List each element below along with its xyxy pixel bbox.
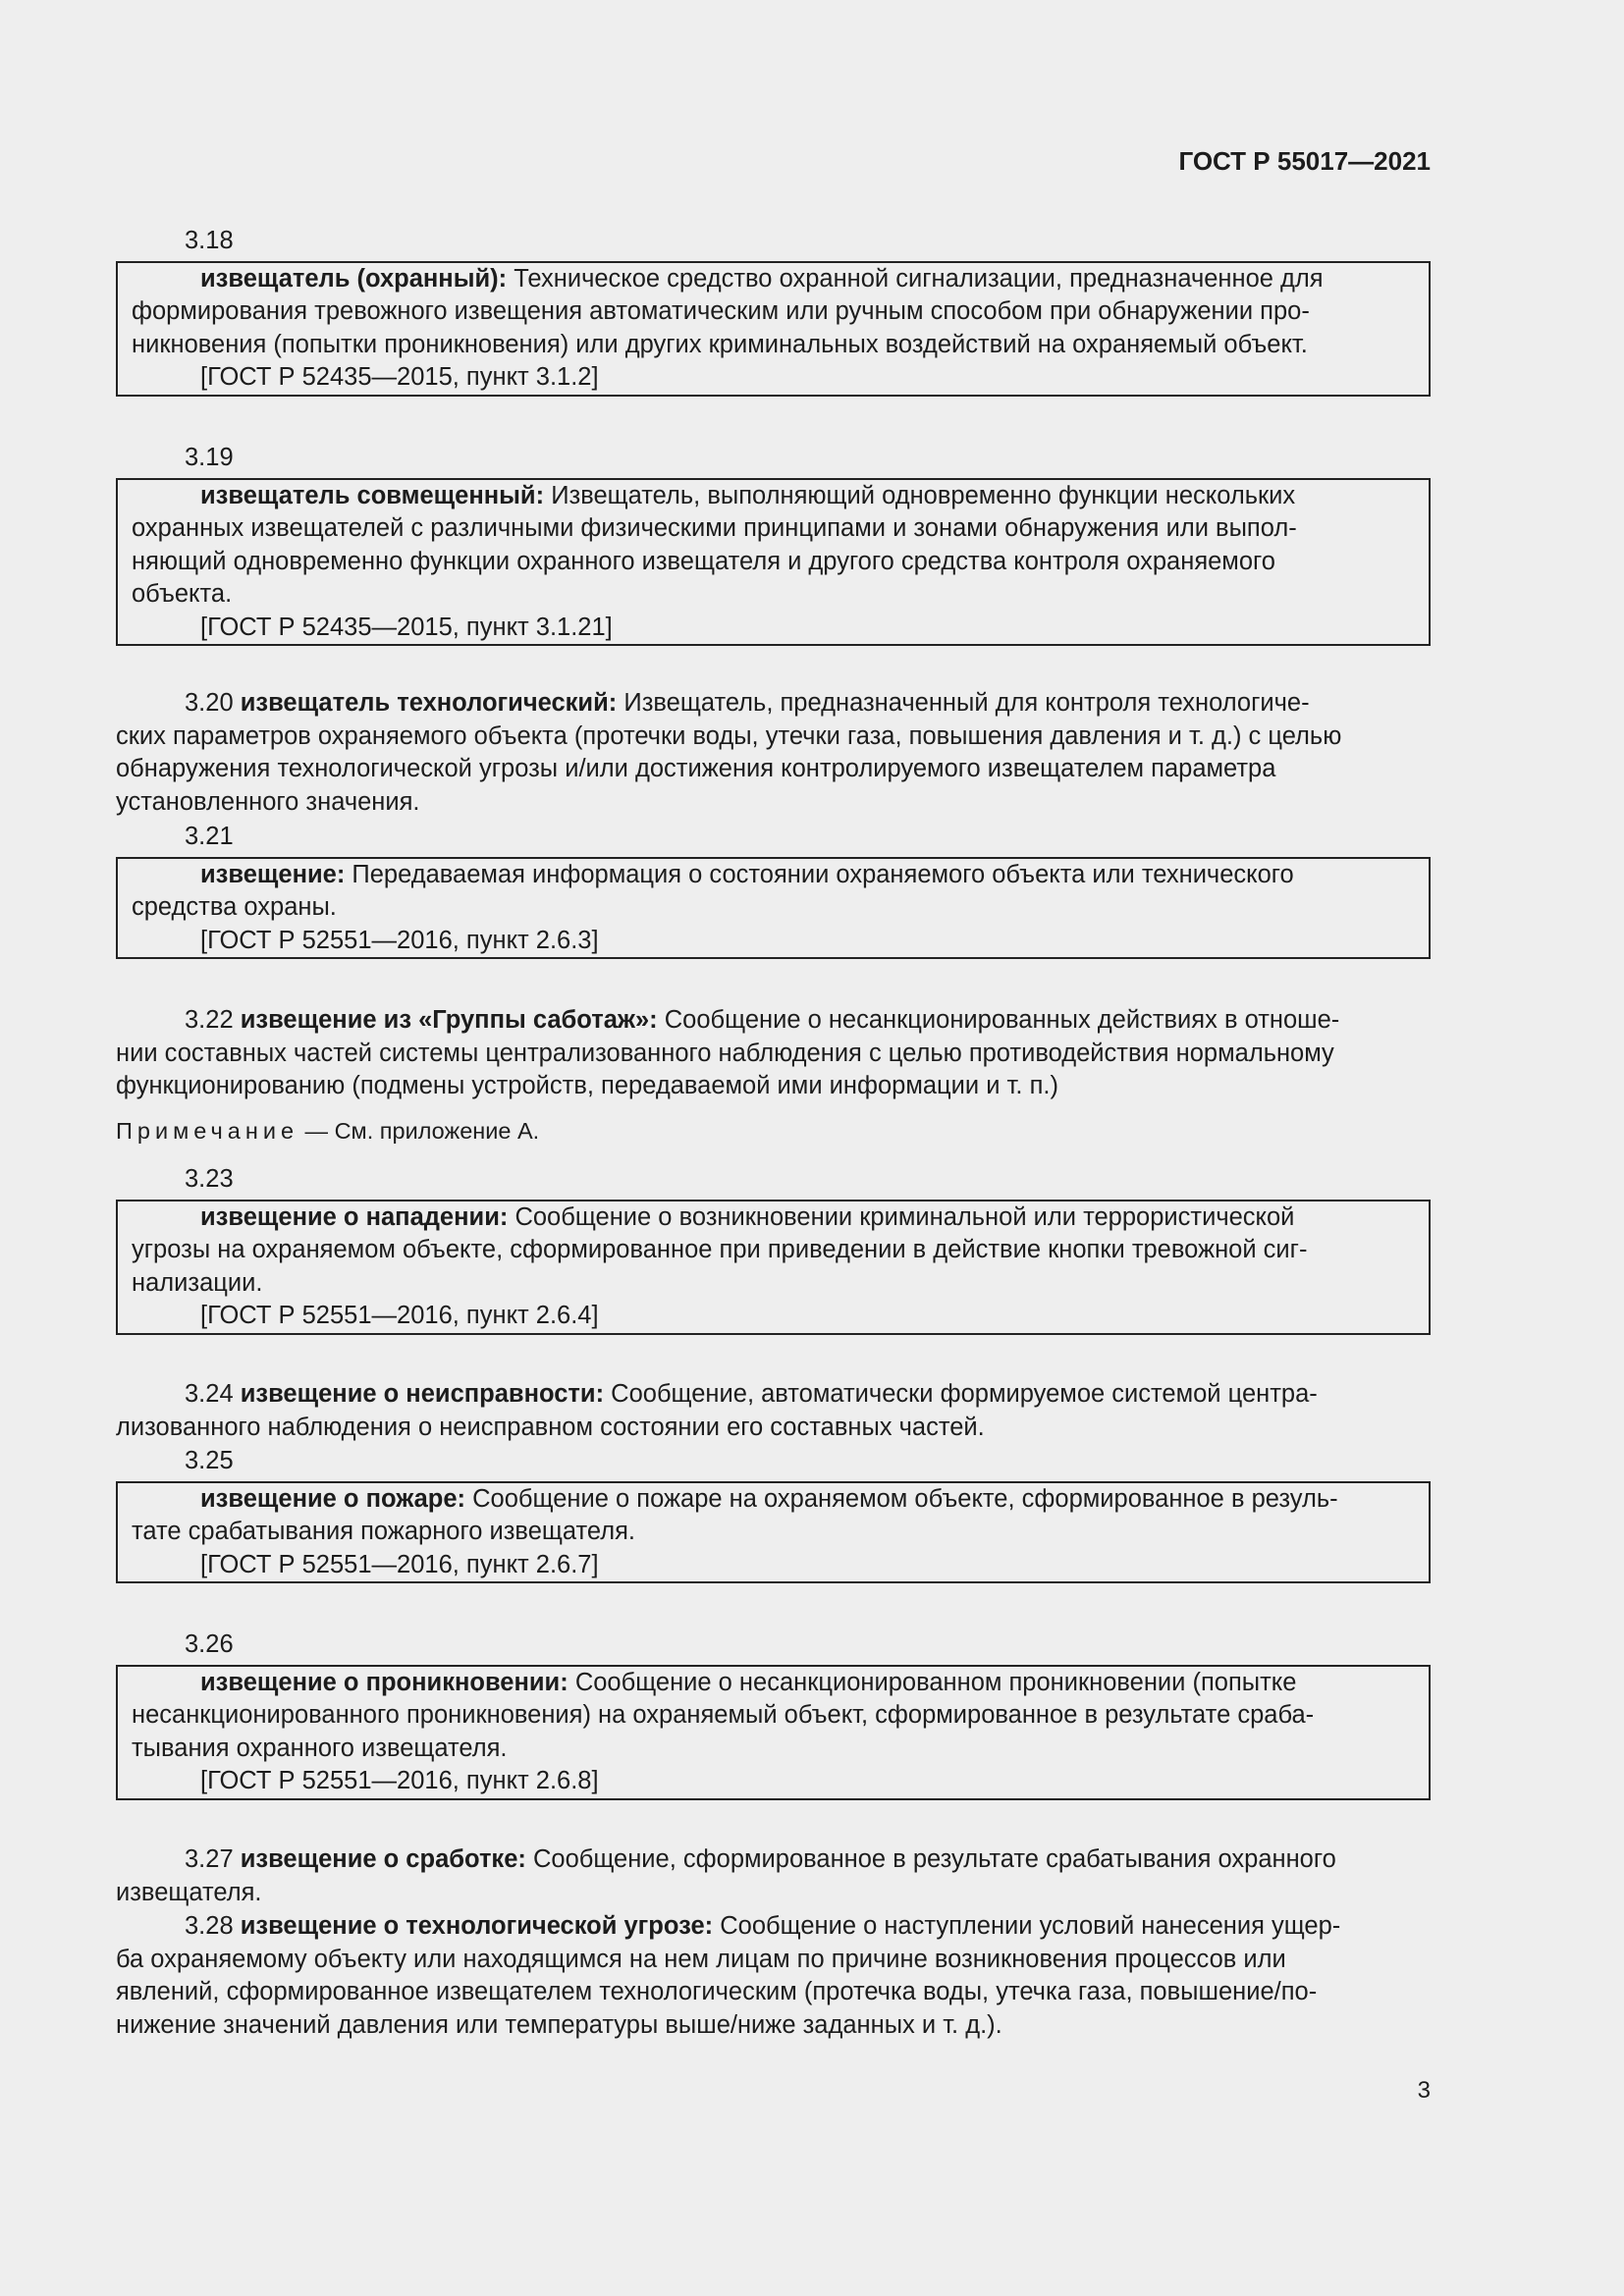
term-3-28: [116, 1910, 1431, 2042]
term-label: извещение о неисправности:: [240, 1380, 605, 1408]
definition-line: охранных извещателей с различными физическими принципами и зонами обнаружения или выпол-: [132, 514, 1297, 542]
definition-box: [116, 1200, 1431, 1335]
term-label: извещатель совмещенный:: [200, 481, 545, 509]
reference: [ГОСТ Р 52551—2016, пункт 2.6.4]: [200, 1302, 599, 1329]
note-label: Примечание: [116, 1117, 299, 1144]
reference: [ГОСТ Р 52551—2016, пункт 2.6.3]: [200, 926, 599, 954]
reference: [ГОСТ Р 52551—2016, пункт 2.6.7]: [200, 1550, 599, 1578]
term-label: извещение о сработке:: [240, 1845, 526, 1873]
definition-line: извещение о пожаре: Сообщение о пожаре на охраняемом объекте, сформированное в резуль-: [200, 1484, 1338, 1513]
definition-line: ба охраняемому объекту или находящимся на нем лицам по причине возникновения процессов или: [116, 1945, 1286, 1973]
term-number: 3.25: [185, 1447, 234, 1474]
definition-line: 3.28 извещение о технологической угрозе: Сообщение о наступлении условий нанесения ущер-: [185, 1912, 1341, 1940]
term-3-24: [116, 1378, 1431, 1444]
definition-box: [116, 1665, 1431, 1800]
definition-box: [116, 857, 1431, 960]
reference: [ГОСТ Р 52435—2015, пункт 3.1.2]: [200, 363, 599, 391]
definition-line: извещателя.: [116, 1878, 262, 1906]
term-3-23: [116, 1163, 1431, 1335]
term-label: извещатель (охранный):: [200, 264, 508, 293]
term-number: 3.18: [185, 227, 234, 254]
definition-line: нализации.: [132, 1268, 263, 1297]
definition-line: угрозы на охраняемом объекте, сформированное при приведении в действие кнопки тревожной сиг-: [132, 1236, 1308, 1263]
definition-line: формирования тревожного извещения автоматическим или ручным способом при обнаружении про-: [132, 297, 1310, 325]
definition-line: несанкционированного проникновения) на охраняемый объект, сформированное в результате сраба-: [132, 1701, 1315, 1729]
term-label: извещение из «Группы саботаж»:: [240, 1006, 658, 1034]
definition-line: лизованного наблюдения о неисправном состоянии его составных частей.: [116, 1413, 985, 1441]
definition-line: 3.20 извещатель технологический: Извещатель, предназначенный для контроля технологиче-: [185, 689, 1310, 717]
term-number: 3.28: [185, 1912, 234, 1940]
term-number: 3.26: [185, 1630, 234, 1658]
definition-line: 3.22 извещение из «Группы саботаж»: Сообщение о несанкционированных действиях в отноше-: [185, 1006, 1340, 1034]
definition-line: средства охраны.: [132, 893, 337, 921]
definition-line: явлений, сформированное извещателем технологическим (протечка воды, утечка газа, повышение/по-: [116, 1978, 1318, 2005]
definition-line: тывания охранного извещателя.: [132, 1734, 508, 1762]
definition-line: няющий одновременно функции охранного извещателя и другого средства контроля охраняемого: [132, 547, 1275, 575]
note: Примечание — См. приложение А.: [116, 1117, 540, 1144]
term-label: извещение о технологической угрозе:: [240, 1912, 714, 1940]
definition-box: [116, 261, 1431, 397]
term-3-22: [116, 1004, 1431, 1148]
definition-box: [116, 478, 1431, 647]
term-3-25: [116, 1445, 1431, 1583]
term-3-21: [116, 821, 1431, 959]
definition-line: извещатель совмещенный: Извещатель, выполняющий одновременно функции нескольких: [200, 481, 1296, 509]
term-3-27: [116, 1843, 1431, 1909]
term-number: 3.20: [185, 689, 234, 717]
definition-line: извещение о нападении: Сообщение о возникновении криминальной или террористической: [200, 1202, 1295, 1231]
term-label: извещение о проникновении:: [200, 1668, 568, 1696]
term-number: 3.22: [185, 1006, 234, 1034]
term-label: извещение:: [200, 860, 346, 888]
definition-line: извещение о проникновении: Сообщение о несанкционированном проникновении (попытке: [200, 1668, 1297, 1696]
term-number: 3.23: [185, 1165, 234, 1193]
definition-line: 3.24 извещение о неисправности: Сообщение, автоматически формируемое системой центра-: [185, 1380, 1318, 1408]
definition-line: тате срабатывания пожарного извещателя.: [132, 1518, 635, 1545]
reference: [ГОСТ Р 52435—2015, пункт 3.1.21]: [200, 613, 613, 641]
page-number: 3: [1417, 2077, 1431, 2104]
term-label: извещение о пожаре:: [200, 1484, 466, 1513]
term-3-19: [116, 442, 1431, 646]
definition-line: извещение: Передаваемая информация о состоянии охраняемого объекта или технического: [200, 860, 1294, 888]
reference: [ГОСТ Р 52551—2016, пункт 2.6.8]: [200, 1767, 599, 1794]
definition-line: функционированию (подмены устройств, передаваемой ими информации и т. п.): [116, 1072, 1058, 1099]
term-number: 3.24: [185, 1380, 234, 1408]
document-header: ГОСТ Р 55017—2021: [1178, 146, 1431, 176]
definition-line: никновения (попытки проникновения) или других криминальных воздействий на охраняемый объект.: [132, 330, 1308, 358]
term-label: извещение о нападении:: [200, 1202, 509, 1231]
definition-line: нии составных частей системы централизованного наблюдения с целью противодействия нормальному: [116, 1039, 1334, 1067]
definition-line: ских параметров охраняемого объекта (протечки воды, утечки газа, повышения давления и т. д.) с целью: [116, 721, 1342, 750]
term-3-26: [116, 1629, 1431, 1800]
definition-line: нижение значений давления или температуры выше/ниже заданных и т. д.).: [116, 2010, 1002, 2039]
definition-line: объекта.: [132, 580, 233, 608]
definition-line: установленного значения.: [116, 787, 420, 816]
definition-line: обнаружения технологической угрозы и/или достижения контролируемого извещателем параметра: [116, 755, 1276, 782]
term-label: извещатель технологический:: [240, 689, 618, 717]
term-3-18: [116, 225, 1431, 397]
definition-line: извещатель (охранный): Техническое средство охранной сигнализации, предназначенное для: [200, 264, 1324, 293]
definition-line: 3.27 извещение о сработке: Сообщение, сформированное в результате срабатывания охранного: [185, 1845, 1336, 1873]
term-number: 3.19: [185, 444, 234, 471]
term-3-20: [116, 687, 1431, 819]
term-number: 3.21: [185, 823, 234, 850]
term-number: 3.27: [185, 1845, 234, 1873]
definition-box: [116, 1481, 1431, 1584]
